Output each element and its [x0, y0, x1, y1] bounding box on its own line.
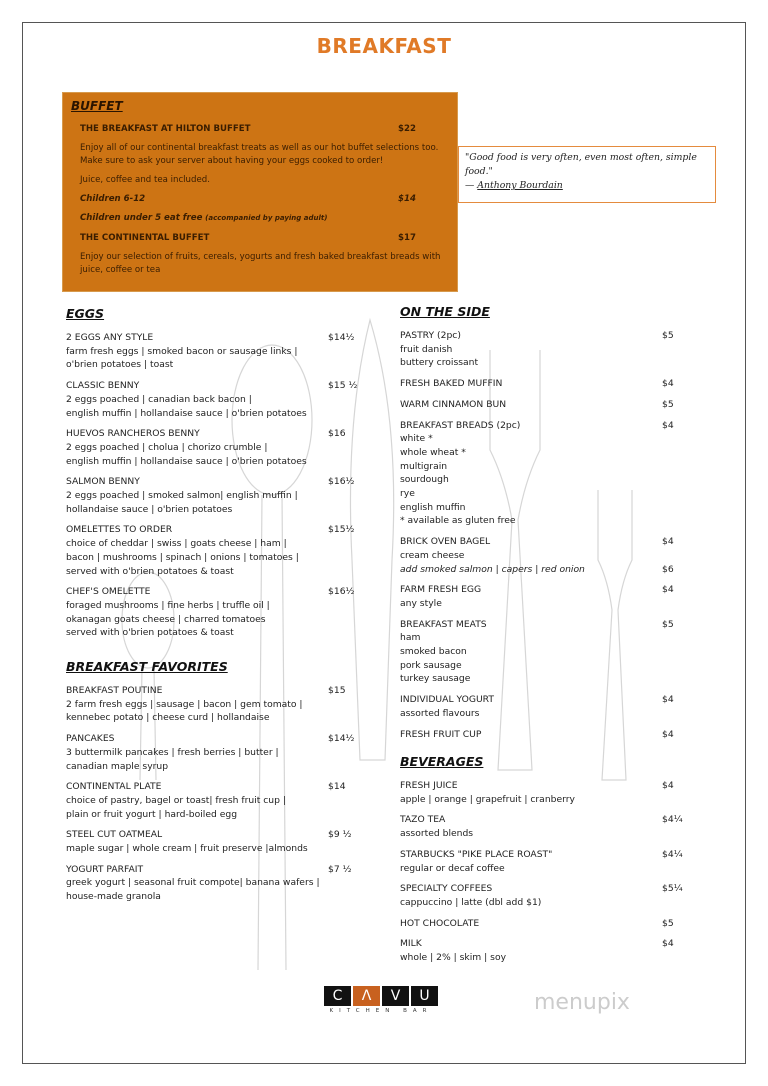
item-name: STARBUCKS "PIKE PLACE ROAST" — [400, 848, 553, 860]
item-price: $4 — [662, 728, 674, 740]
item-name: THE CONTINENTAL BUFFET — [80, 233, 210, 243]
item-price: $15 ½ — [328, 380, 358, 392]
item-description: buttery croissant — [400, 357, 479, 369]
menu-item — [400, 882, 683, 909]
addon-text: add smoked salmon | capers | red onion — [400, 563, 585, 575]
item-price: $5 — [662, 618, 674, 630]
item-description: farm fresh eggs | smoked bacon or sausage links | — [66, 345, 298, 357]
section-heading: BREAKFAST FAVORITES — [66, 659, 228, 674]
item-name: PANCAKES — [66, 733, 115, 745]
item-description: served with o'brien potatoes & toast — [66, 627, 234, 639]
menu-item — [400, 535, 674, 576]
cavu-logo — [324, 986, 438, 1014]
menu-item — [400, 583, 674, 610]
buffet-heading: BUFFET — [71, 99, 123, 113]
item-name: Children 6-12 — [80, 194, 146, 204]
item-name-line — [400, 583, 674, 597]
menu-item — [66, 732, 355, 773]
item-description: maple sugar | whole cream | fruit preserve |almonds — [66, 843, 308, 855]
menu-item — [400, 329, 674, 370]
quote-author: Anthony Bourdain — [477, 180, 563, 191]
menu-item — [66, 780, 346, 821]
item-addon — [400, 563, 674, 577]
section-breakfast-favorites — [66, 659, 355, 911]
item-name: 2 EGGS ANY STYLE — [66, 332, 154, 343]
item-description: 2 eggs poached | cholua | chorizo crumble | — [66, 441, 268, 453]
item-name-line — [66, 780, 346, 794]
item-description: served with o'brien potatoes & toast — [66, 565, 234, 577]
item-price: $17 — [398, 233, 416, 243]
item-price: $4 — [662, 780, 674, 791]
item-price: $15½ — [328, 524, 355, 536]
item-name: FARM FRESH EGG — [400, 584, 482, 596]
item-name-line — [400, 535, 674, 549]
item-description: house-made granola — [66, 891, 161, 903]
item-price: $15 — [328, 685, 346, 696]
item-description: 3 buttermilk pancakes | fresh berries | butter | — [66, 746, 279, 758]
item-price: $16 — [328, 428, 346, 440]
item-name-line — [400, 848, 683, 862]
item-name-line — [66, 585, 355, 599]
menu-item — [400, 618, 674, 687]
item-description: turkey sausage — [400, 673, 471, 685]
logo-letter: C — [324, 986, 351, 1006]
item-price: $9 ½ — [328, 829, 352, 841]
item-description: fruit danish — [400, 343, 453, 355]
item-description: canadian maple syrup — [66, 760, 169, 772]
item-price: $4 — [662, 938, 674, 950]
quote-box — [458, 146, 716, 203]
item-name: OMELETTES TO ORDER — [66, 524, 173, 536]
addon-price: $6 — [662, 563, 674, 575]
item-price: $14 — [398, 194, 416, 204]
menu-item — [400, 728, 674, 742]
item-description: white * — [400, 433, 433, 445]
item-description: whole | 2% | skim | soy — [400, 952, 507, 964]
item-description: multigrain — [400, 460, 448, 472]
item-name: FRESH FRUIT CUP — [400, 728, 482, 740]
menu-item — [66, 475, 355, 516]
buffet-box — [62, 92, 458, 292]
section-on-the-side — [400, 304, 674, 748]
item-name: MILK — [400, 938, 422, 950]
item-name: BREAKFAST POUTINE — [66, 685, 163, 696]
item-name-line — [66, 523, 355, 537]
item-name-line — [400, 937, 674, 951]
item-description: Make sure to ask your server about having your eggs cooked to order! — [80, 156, 384, 166]
menu-item — [66, 684, 346, 725]
hilton-buffet-row — [80, 124, 416, 134]
item-price: $14½ — [328, 733, 355, 745]
item-name-line — [66, 684, 346, 698]
children-row — [80, 194, 416, 204]
item-name-line — [66, 732, 355, 746]
item-description: o'brien potatoes | toast — [66, 359, 174, 371]
section-heading: BEVERAGES — [400, 754, 484, 769]
item-description: juice, coffee or tea — [80, 265, 161, 275]
item-description: english muffin — [400, 501, 466, 513]
item-price: $14½ — [328, 332, 355, 343]
item-name-line — [400, 779, 674, 793]
item-name: WARM CINNAMON BUN — [400, 398, 507, 410]
under5-row — [80, 213, 416, 223]
item-price: $4 — [662, 378, 674, 390]
item-description: Enjoy all of our continental breakfast treats as well as our hot buffet selections too. — [80, 143, 439, 153]
item-name-line — [400, 882, 683, 896]
item-description: english muffin | hollandaise sauce | o'brien potatoes — [66, 407, 307, 419]
logo-letter: V — [382, 986, 409, 1006]
item-name: PASTRY (2pc) — [400, 330, 461, 341]
item-description: english muffin | hollandaise sauce | o'brien potatoes — [66, 455, 307, 467]
item-price: $7 ½ — [328, 863, 352, 875]
item-name-line — [400, 693, 674, 707]
menu-item — [400, 693, 674, 720]
item-name: HOT CHOCOLATE — [400, 917, 480, 929]
item-price: $5¼ — [662, 883, 683, 895]
item-name-line — [400, 329, 674, 343]
item-name: HUEVOS RANCHEROS BENNY — [66, 428, 200, 440]
item-price: $5 — [662, 398, 674, 410]
item-description: 2 eggs poached | smoked salmon| english muffin | — [66, 490, 298, 502]
item-price: $4¼ — [662, 814, 683, 826]
item-name: SALMON BENNY — [66, 476, 140, 488]
item-name: SPECIALTY COFFEES — [400, 883, 493, 895]
item-description: kennebec potato | cheese curd | hollandaise — [66, 712, 270, 724]
menu-item — [400, 917, 674, 931]
item-description: bacon | mushrooms | spinach | onions | tomatoes | — [66, 551, 299, 563]
logo-subtitle: KITCHEN BAR — [329, 1008, 433, 1014]
item-description: Enjoy our selection of fruits, cereals, yogurts and fresh baked breakfast breads with — [80, 252, 441, 262]
item-description: hollandaise sauce | o'brien potatoes — [66, 503, 233, 515]
item-price: $5 — [662, 330, 674, 341]
item-name-line — [66, 828, 352, 842]
item-description: choice of cheddar | swiss | goats cheese | ham | — [66, 538, 287, 550]
item-name-line — [400, 917, 674, 931]
item-name: BREAKFAST BREADS (2pc) — [400, 419, 521, 431]
item-name-line — [400, 813, 683, 827]
item-name: FRESH JUICE — [400, 780, 458, 791]
menu-item — [400, 779, 674, 806]
item-description: sourdough — [400, 474, 449, 486]
item-name: YOGURT PARFAIT — [66, 863, 144, 875]
continental-buffet-row — [80, 233, 416, 243]
item-description: * available as gluten free — [400, 515, 516, 527]
section-heading: ON THE SIDE — [400, 304, 490, 319]
menu-item — [400, 377, 674, 391]
item-name: CLASSIC BENNY — [66, 380, 140, 392]
item-description: smoked bacon — [400, 646, 467, 658]
menu-item — [400, 848, 683, 875]
menupix-watermark: menupix — [534, 990, 630, 1015]
item-name-line — [400, 377, 674, 391]
item-description: choice of pastry, bagel or toast| fresh fruit cup | — [66, 794, 286, 806]
item-name: CHEF'S OMELETTE — [66, 586, 151, 598]
item-price: $22 — [398, 124, 416, 134]
item-name: THE BREAKFAST AT HILTON BUFFET — [80, 124, 251, 134]
section-heading: EGGS — [66, 306, 105, 321]
item-description: whole wheat * — [400, 446, 466, 458]
menu-item — [66, 331, 355, 372]
item-price: $5 — [662, 917, 674, 929]
section-beverages — [400, 754, 683, 972]
menu-item — [400, 419, 674, 529]
item-name-line — [66, 379, 358, 393]
logo-letter: U — [411, 986, 438, 1006]
menu-item — [66, 828, 352, 855]
item-name: INDIVIDUAL YOGURT — [400, 694, 494, 706]
item-name-line — [66, 331, 355, 345]
under5-label: Children under 5 eat free — [80, 213, 203, 223]
item-name: TAZO TEA — [400, 814, 446, 826]
item-description: apple | orange | grapefruit | cranberry — [400, 793, 575, 805]
item-description: 2 farm fresh eggs | sausage | bacon | gem tomato | — [66, 698, 303, 710]
item-description: cream cheese — [400, 549, 465, 561]
menu-item — [66, 523, 355, 578]
item-name: FRESH BAKED MUFFIN — [400, 378, 503, 390]
item-name-line — [400, 398, 674, 412]
item-name-line — [66, 863, 352, 877]
item-name: BREAKFAST MEATS — [400, 618, 487, 630]
menu-item — [66, 379, 358, 420]
logo-letter: Λ — [353, 986, 380, 1006]
item-description: 2 eggs poached | canadian back bacon | — [66, 393, 252, 405]
item-price: $16½ — [328, 476, 355, 488]
item-description: assorted blends — [400, 828, 474, 840]
item-description: rye — [400, 488, 415, 500]
item-description: any style — [400, 597, 442, 609]
under5-note: (accompanied by paying adult) — [205, 214, 328, 222]
menu-item — [400, 813, 683, 840]
menu-item — [66, 863, 352, 904]
menu-item — [66, 585, 355, 640]
menu-item — [66, 427, 346, 468]
menu-item — [400, 937, 674, 964]
item-name-line — [66, 475, 355, 489]
item-price: $4 — [662, 694, 674, 706]
item-name: BRICK OVEN BAGEL — [400, 536, 491, 548]
page-title: BREAKFAST — [316, 34, 452, 58]
item-name-line — [400, 419, 674, 433]
included-note: Juice, coffee and tea included. — [80, 175, 210, 185]
item-description: okanagan goats cheese | charred tomatoes — [66, 613, 266, 625]
item-price: $14 — [328, 781, 346, 793]
item-description: ham — [400, 632, 421, 644]
item-name-line — [400, 728, 674, 742]
item-description: cappuccino | latte (dbl add $1) — [400, 896, 542, 908]
item-description: assorted flavours — [400, 707, 480, 719]
menu-item — [400, 398, 674, 412]
item-description: greek yogurt | seasonal fruit compote| banana wafers | — [66, 877, 320, 889]
item-price: $4¼ — [662, 848, 683, 860]
item-price: $4 — [662, 536, 674, 548]
item-price: $4 — [662, 584, 674, 596]
item-description: pork sausage — [400, 659, 462, 671]
item-price: $4 — [662, 419, 674, 431]
item-name-line — [400, 618, 674, 632]
item-name: CONTINENTAL PLATE — [66, 781, 162, 793]
item-name: STEEL CUT OATMEAL — [66, 829, 163, 841]
item-description: regular or decaf coffee — [400, 862, 505, 874]
quote-text: "Good food is very often, even most often, simple food." — [465, 152, 697, 177]
item-price: $16½ — [328, 586, 355, 598]
item-description: plain or fruit yogurt | hard-boiled egg — [66, 808, 238, 820]
item-description: foraged mushrooms | fine herbs | truffle oil | — [66, 599, 270, 611]
quote-dash: — — [465, 180, 478, 191]
section-eggs — [66, 306, 358, 647]
item-name-line — [66, 427, 346, 441]
